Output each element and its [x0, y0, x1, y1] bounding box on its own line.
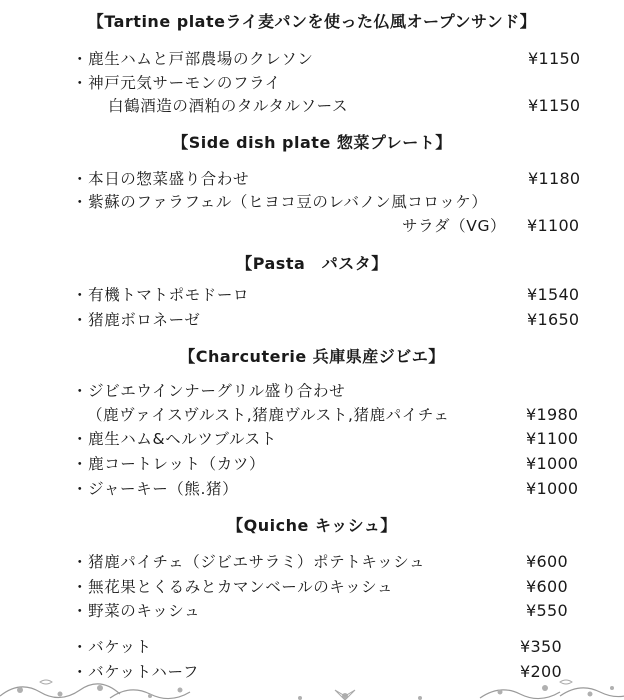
menu-item-salmon-fry-sauce: 白鶴酒造の酒粕のタルタルソース: [108, 97, 349, 115]
menu-item-deer-ham-herz: ・鹿生ハム&ヘルツブルスト: [72, 430, 277, 448]
menu-item-price: ¥600: [526, 552, 568, 571]
menu-item-bolognese: ・猪鹿ボロネーゼ: [72, 311, 201, 329]
section-title-quiche: 【Quiche キッシュ】: [227, 516, 397, 535]
menu-item-price: ¥550: [526, 601, 568, 620]
menu-item-falafel-salad: サラダ（VG）: [402, 217, 507, 235]
section-title-tartine: 【Tartine plateライ麦パンを使った仏風オープンサンド】: [87, 12, 537, 31]
menu-item-potato-quiche: ・猪鹿パイチェ（ジビエサラミ）ポテトキッシュ: [72, 553, 426, 571]
decorative-ornament-border: [0, 676, 624, 700]
menu-item-fig-quiche: ・無花果とくるみとカマンベールのキッシュ: [72, 578, 394, 596]
menu-item-price: ¥1650: [527, 310, 580, 329]
ornament-pattern-icon: [0, 676, 624, 700]
section-title-side-dish: 【Side dish plate 惣菜プレート】: [172, 133, 452, 152]
menu-item-price: ¥1540: [527, 285, 580, 304]
menu-item-price: ¥1100: [526, 429, 579, 448]
menu-item-price: ¥1000: [526, 454, 579, 473]
menu-item-sausage-grill: ・ジビエウインナーグリル盛り合わせ: [72, 382, 346, 400]
menu-item-price: ¥350: [520, 637, 562, 656]
menu-item-price: ¥600: [526, 577, 568, 596]
menu-item-price: ¥200: [520, 662, 562, 681]
menu-item-price: ¥1000: [526, 479, 579, 498]
menu-item-price: ¥1100: [527, 216, 580, 235]
menu-item-baguette-half: ・バケットハーフ: [72, 663, 199, 681]
menu-item-price: ¥1150: [528, 96, 581, 115]
section-title-charcuterie: 【Charcuterie 兵庫県産ジビエ】: [179, 347, 445, 366]
menu-item-deer-ham-cresson: ・鹿生ハムと戸部農場のクレソン: [72, 50, 314, 68]
menu-item-daily-sides: ・本日の惣菜盛り合わせ: [72, 170, 250, 188]
menu-item-falafel: ・紫蘇のファラフェル（ヒヨコ豆のレバノン風コロッケ）: [72, 193, 488, 211]
section-title-pasta: 【Pasta パスタ】: [236, 254, 388, 273]
menu-item-vegetable-quiche: ・野菜のキッシュ: [72, 602, 201, 620]
menu-item-price: ¥1980: [526, 405, 579, 424]
menu-item-jerky: ・ジャーキー（熊.猪）: [72, 480, 239, 498]
menu-item-baguette: ・バケット: [72, 638, 152, 656]
menu-item-sausage-grill-detail: （鹿ヴァイスヴルスト,猪鹿ヴルスト,猪鹿パイチェ: [87, 406, 450, 424]
menu-item-salmon-fry: ・神戸元気サーモンのフライ: [72, 74, 281, 92]
menu-item-price: ¥1180: [528, 169, 581, 188]
menu-item-pomodoro: ・有機トマトポモドーロ: [72, 286, 250, 304]
menu-item-price: ¥1150: [528, 49, 581, 68]
menu-item-deer-cutlet: ・鹿コートレット（カツ）: [72, 455, 266, 473]
